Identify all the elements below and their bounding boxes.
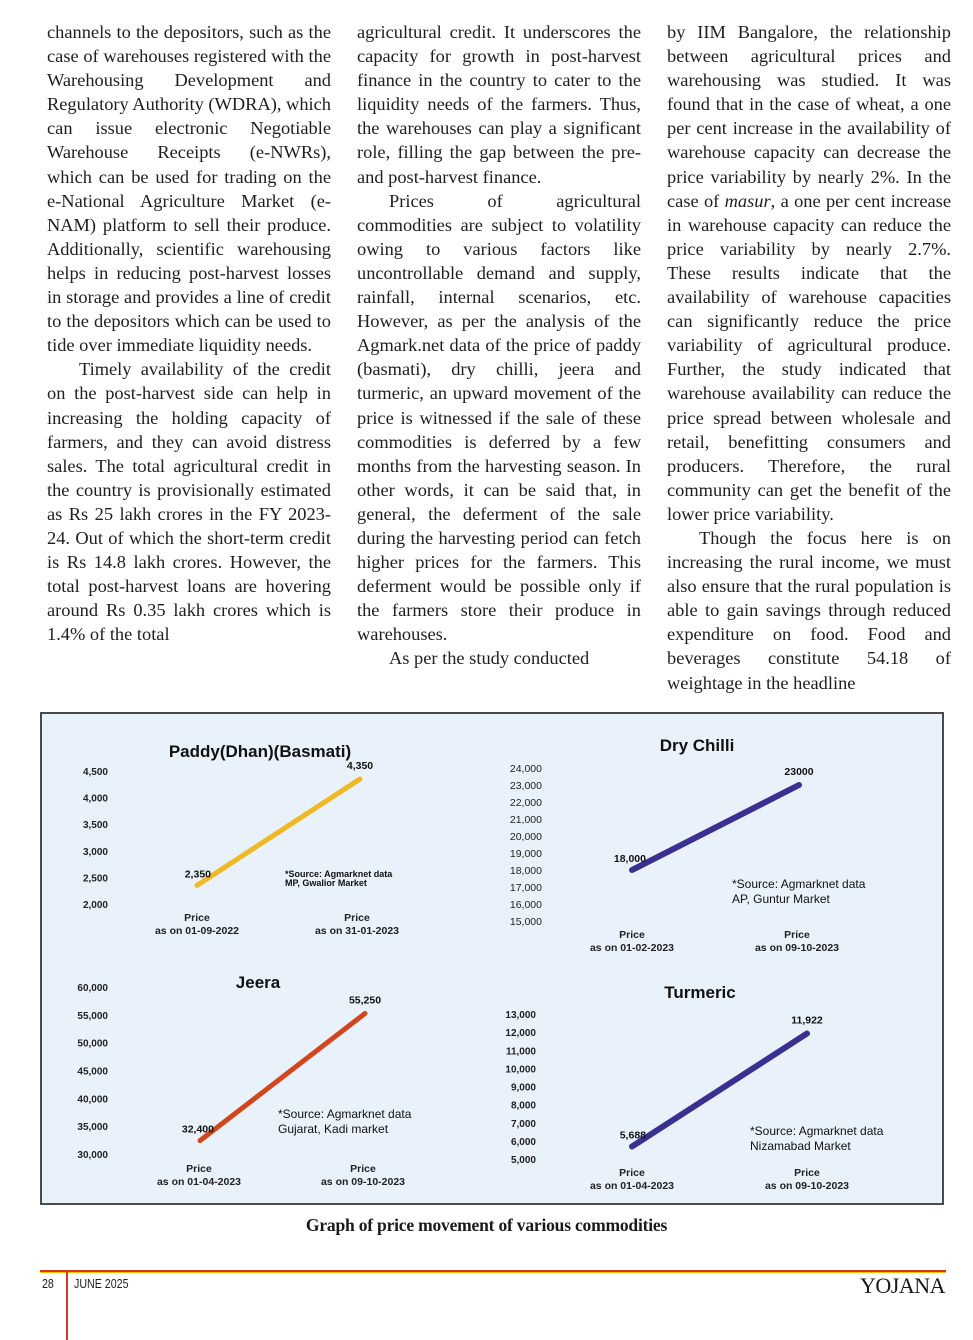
data-label: 18,000 xyxy=(613,853,646,865)
y-tick-label: 2,500 xyxy=(82,873,108,885)
y-tick-label: 3,000 xyxy=(82,846,108,858)
source-note: MP, Gwalior Market xyxy=(285,878,367,888)
paragraph: Though the focus here is on increasing the rural income, we must also ensure that the rural population is able to gain savings through reduced expenditure on food. Food and beverages constitute 54.18 of weightage in the headline xyxy=(667,527,951,693)
y-tick-label: 8,000 xyxy=(510,1100,536,1112)
paragraph: Timely availability of the credit on the post-harvest side can help in increasing the holding capacity of farmers, and they can avoid distress sales. The total agricultural credit in the country is provisionally estimated as Rs 25 lakh crores in the FY 2023-24. Out of which the short-term credit is Rs 14.8 lakh crores. However, the total post-harvest loans are hovering around Rs 0.35 lakh crores which is 1.4% of the total xyxy=(47,359,331,645)
y-tick-label: 40,000 xyxy=(77,1094,108,1106)
chart-title: Paddy(Dhan)(Basmati) xyxy=(168,742,352,761)
magazine-name: YOJANA xyxy=(860,1273,945,1298)
chart-title: Dry Chilli xyxy=(659,736,735,755)
y-tick-label: 50,000 xyxy=(77,1038,108,1050)
source-note: *Source: Agmarknet data xyxy=(732,877,866,891)
x-tick-label: Price xyxy=(184,912,210,924)
y-tick-label: 60,000 xyxy=(77,983,108,994)
paragraph: channels to the depositors, such as the case of warehouses registered with the Warehousing Development and Regulatory Authority (WDRA), which can issue electronic Negotiable Warehouse Receipts (e-NWRs), which can be used for trading on the e-National Agriculture Market (e-NAM) platform to sell their produce. Additionally, scientific warehousing helps in reducing post-harvest losses in storage and provides a line of credit to the depositors which can be used to tide over immediate liquidity needs. xyxy=(47,22,331,356)
y-tick-label: 17,000 xyxy=(509,882,542,894)
y-tick-label: 7,000 xyxy=(510,1118,536,1130)
x-tick-label: Price xyxy=(784,929,810,941)
source-note: AP, Guntur Market xyxy=(732,892,830,906)
source-note: *Source: Agmarknet data xyxy=(750,1124,884,1138)
figure-price-charts xyxy=(40,712,944,1205)
footer-rule xyxy=(40,1270,946,1273)
italic-term: masur xyxy=(724,190,771,211)
y-tick-label: 15,000 xyxy=(509,916,542,928)
data-label: 23000 xyxy=(784,766,814,778)
x-tick-label: Price xyxy=(344,912,370,924)
y-tick-label: 21,000 xyxy=(509,814,542,826)
article-column-3 xyxy=(667,20,951,695)
y-tick-label: 4,500 xyxy=(82,767,108,778)
x-tick-label: as on 09-10-2023 xyxy=(754,942,840,954)
y-tick-label: 6,000 xyxy=(510,1136,536,1148)
y-tick-label: 18,000 xyxy=(509,865,542,877)
footer-divider xyxy=(66,1271,68,1340)
x-tick-label: Price xyxy=(350,1163,376,1175)
x-tick-label: Price xyxy=(794,1167,820,1179)
y-tick-label: 35,000 xyxy=(77,1122,108,1134)
source-note: *Source: Agmarknet data xyxy=(278,1107,412,1121)
x-tick-label: as on 01-04-2023 xyxy=(589,1180,675,1192)
y-tick-label: 16,000 xyxy=(509,899,542,911)
series-line xyxy=(632,785,799,870)
y-tick-label: 11,000 xyxy=(505,1046,536,1058)
y-tick-label: 13,000 xyxy=(505,1010,536,1021)
data-label: 2,350 xyxy=(184,868,211,881)
source-note: *Source: Agmarknet data xyxy=(285,869,393,879)
y-tick-label: 24,000 xyxy=(509,763,542,775)
y-tick-label: 12,000 xyxy=(505,1028,536,1040)
data-label: 4,350 xyxy=(346,759,374,772)
paragraph: agricultural credit. It underscores the capacity for growth in post-harvest finance in the country to cater to the liquidity needs of the farmers. Thus, the warehouses can play a significant role, filling the gap between the pre- and post-harvest finance. xyxy=(357,22,641,187)
page-number: 28 xyxy=(42,1276,54,1291)
x-tick-label: as on 31-01-2023 xyxy=(314,925,400,937)
y-tick-label: 2,000 xyxy=(82,900,108,911)
y-tick-label: 9,000 xyxy=(510,1082,536,1094)
figure-caption: Graph of price movement of various commodities xyxy=(305,1215,668,1235)
x-tick-label: Price xyxy=(619,1167,645,1179)
chart-title: Jeera xyxy=(235,973,281,992)
y-tick-label: 45,000 xyxy=(77,1066,108,1078)
source-note: Gujarat, Kadi market xyxy=(278,1122,389,1136)
paragraph: Prices of agricultural commodities are subject to volatility owing to various factors like uncontrollable demand and supply, rainfall, internal scenarios, etc. However, as per the analysis of the Agmark.net data of the price of paddy (basmati), dry chilli, jeera and turmeric, an upward movement of the price is witnessed if the sale of these commodities is deferred by a few months from the harvesting season. In other words, it can be said that, in general, the deferment of the sale during the harvesting period can fetch higher prices for the farmers. This deferment would be possible only if the farmers store their produce in warehouses. xyxy=(357,190,641,645)
x-tick-label: as on 01-04-2023 xyxy=(156,1176,242,1188)
y-tick-label: 3,500 xyxy=(82,820,108,832)
y-tick-label: 23,000 xyxy=(509,780,542,792)
y-tick-label: 5,000 xyxy=(510,1155,536,1166)
paragraph-text: by IIM Bangalore, the relationship between agricultural prices and warehousing was studied. It was found that in the case of wheat, a one per cent increase in the availability of warehouse capacity can decrease the price variability by nearly 2%. In the case of xyxy=(667,22,951,211)
paragraph: As per the study conducted xyxy=(389,648,590,669)
chart-title: Turmeric xyxy=(664,983,736,1002)
x-tick-label: Price xyxy=(619,929,645,941)
y-tick-label: 55,000 xyxy=(77,1010,108,1022)
data-label: 32,400 xyxy=(181,1123,214,1136)
x-tick-label: as on 01-09-2022 xyxy=(154,925,240,937)
y-tick-label: 20,000 xyxy=(509,831,542,843)
y-tick-label: 30,000 xyxy=(77,1150,108,1161)
paragraph-text: , a one per cent increase in warehouse capacity can reduce the price variability by nearly 2.7%. These results indicate that the availability of warehouse capacities can significantly reduce the price variability of agricultural produce. Further, the study indicated that warehouse availability can reduce the price spread between wholesale and retail, benefitting consumers and producers. Therefore, the rural community can get the benefit of the lower price variability. xyxy=(667,190,951,524)
data-label: 5,688 xyxy=(619,1129,646,1142)
y-tick-label: 4,000 xyxy=(82,793,108,805)
x-tick-label: as on 01-02-2023 xyxy=(589,942,675,954)
y-tick-label: 19,000 xyxy=(509,848,542,860)
y-tick-label: 22,000 xyxy=(509,797,542,809)
article-column-2 xyxy=(357,20,641,671)
issue-date: JUNE 2025 xyxy=(74,1276,129,1291)
x-tick-label: as on 09-10-2023 xyxy=(320,1176,406,1188)
x-tick-label: as on 09-10-2023 xyxy=(764,1180,850,1192)
charts-canvas xyxy=(42,714,946,1207)
paragraph xyxy=(667,20,951,526)
article-column-1 xyxy=(47,20,331,646)
data-label: 11,922 xyxy=(791,1014,823,1027)
x-tick-label: Price xyxy=(186,1163,212,1175)
data-label: 55,250 xyxy=(348,994,382,1007)
source-note: Nizamabad Market xyxy=(750,1139,851,1153)
y-tick-label: 10,000 xyxy=(505,1064,536,1076)
